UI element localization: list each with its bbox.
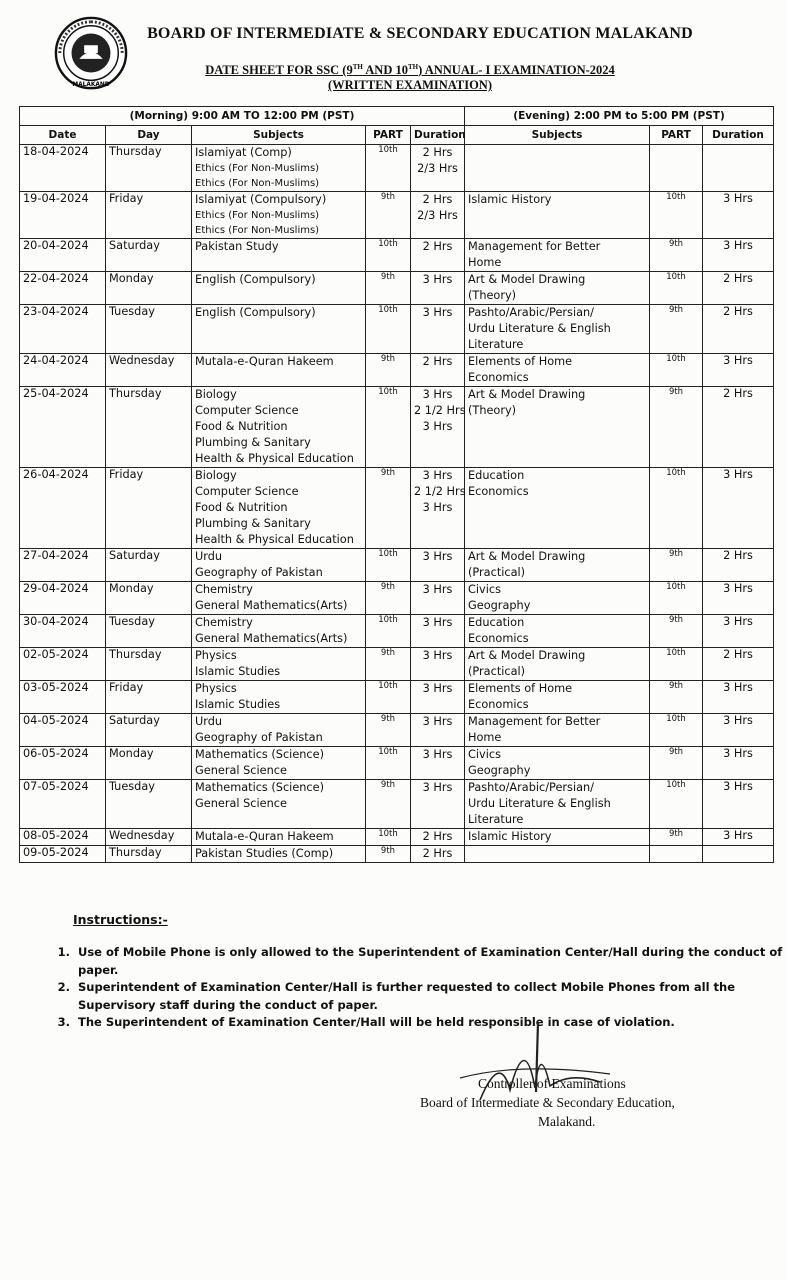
cell-part-evening: 9th bbox=[650, 549, 703, 582]
table-row bbox=[20, 354, 774, 387]
cell-line: 3 Hrs bbox=[422, 420, 453, 433]
cell-line: Ethics (For Non-Muslims) bbox=[195, 163, 320, 174]
table-row bbox=[20, 846, 774, 863]
cell-subjects-morning bbox=[192, 780, 366, 829]
cell-duration-morning bbox=[411, 747, 465, 780]
board-title: BOARD OF INTERMEDIATE & SECONDARY EDUCATION MALAKAND bbox=[147, 25, 693, 42]
cell-duration-morning bbox=[411, 387, 465, 468]
cell-duration-evening: 2 Hrs bbox=[703, 272, 774, 305]
table-row bbox=[20, 272, 774, 305]
cell-line: 2 1/2 Hrs bbox=[414, 404, 466, 417]
cell-duration-evening: 2 Hrs bbox=[703, 387, 774, 468]
cell-day: Saturday bbox=[106, 714, 192, 747]
cell-line: 2 Hrs bbox=[422, 355, 453, 368]
cell-day: Tuesday bbox=[106, 615, 192, 648]
cell-subjects-evening bbox=[465, 714, 650, 747]
cell-line: (Theory) bbox=[468, 404, 517, 417]
instructions-title: Instructions:- bbox=[73, 912, 168, 927]
cell-duration-evening bbox=[703, 145, 774, 192]
instruction-item: 1. Use of Mobile Phone is only allowed to the Superintendent of Examination Center/Hall during the conduct of paper. bbox=[74, 944, 787, 979]
table-row bbox=[20, 681, 774, 714]
cell-line: Art & Model Drawing bbox=[468, 649, 586, 662]
cell-part-evening: 9th bbox=[650, 747, 703, 780]
cell-line: Plumbing & Sanitary bbox=[195, 517, 311, 530]
cell-line: 2 1/2 Hrs bbox=[414, 485, 466, 498]
cell-duration-morning bbox=[411, 145, 465, 192]
cell-line: 3 Hrs bbox=[422, 682, 453, 695]
cell-part-evening: 10th bbox=[650, 468, 703, 549]
cell-part-morning: 10th bbox=[366, 387, 411, 468]
cell-line: Pakistan Studies (Comp) bbox=[195, 847, 334, 860]
cell-line: Biology bbox=[195, 469, 237, 482]
cell-duration-evening: 3 Hrs bbox=[703, 615, 774, 648]
cell-line: Computer Science bbox=[195, 485, 299, 498]
cell-duration-evening bbox=[703, 846, 774, 863]
cell-subjects-morning bbox=[192, 145, 366, 192]
cell-subjects-evening bbox=[465, 582, 650, 615]
cell-line: 3 Hrs bbox=[422, 583, 453, 596]
cell-subjects-morning bbox=[192, 829, 366, 846]
cell-day: Monday bbox=[106, 272, 192, 305]
cell-line: Plumbing & Sanitary bbox=[195, 436, 311, 449]
exam-type: (WRITTEN EXAMINATION) bbox=[327, 78, 492, 93]
cell-line: 3 Hrs bbox=[422, 469, 453, 482]
col-duration-evening: Duration bbox=[703, 126, 774, 145]
cell-subjects-morning bbox=[192, 714, 366, 747]
cell-line: 3 Hrs bbox=[422, 616, 453, 629]
cell-line: General Science bbox=[195, 764, 287, 777]
cell-line: 3 Hrs bbox=[422, 501, 453, 514]
cell-part-evening: 10th bbox=[650, 192, 703, 239]
cell-part-morning: 9th bbox=[366, 192, 411, 239]
cell-line: Geography of Pakistan bbox=[195, 566, 323, 579]
cell-line: Ethics (For Non-Muslims) bbox=[195, 225, 320, 236]
cell-part-morning: 9th bbox=[366, 354, 411, 387]
cell-day: Tuesday bbox=[106, 305, 192, 354]
cell-subjects-evening bbox=[465, 272, 650, 305]
cell-line: Physics bbox=[195, 649, 237, 662]
cell-part-evening: 9th bbox=[650, 305, 703, 354]
cell-part-evening: 9th bbox=[650, 615, 703, 648]
table-row bbox=[20, 239, 774, 272]
table-row bbox=[20, 468, 774, 549]
cell-date: 02-05-2024 bbox=[20, 648, 106, 681]
cell-part-morning: 10th bbox=[366, 145, 411, 192]
cell-part-evening: 10th bbox=[650, 582, 703, 615]
instructions-list bbox=[40, 944, 787, 1032]
table-row bbox=[20, 780, 774, 829]
cell-day: Saturday bbox=[106, 549, 192, 582]
cell-line: General Science bbox=[195, 797, 287, 810]
cell-day: Wednesday bbox=[106, 354, 192, 387]
cell-line: Home bbox=[468, 256, 502, 269]
datesheet-subtitle: DATE SHEET FOR SSC (9TH AND 10TH) ANNUAL- I EXAMINATION-2024 (WRITTEN EXAMINATION) bbox=[205, 63, 615, 93]
cell-duration-evening: 2 Hrs bbox=[703, 648, 774, 681]
cell-line: Islamic Studies bbox=[195, 665, 281, 678]
cell-date: 27-04-2024 bbox=[20, 549, 106, 582]
cell-line: General Mathematics(Arts) bbox=[195, 632, 348, 645]
cell-duration-evening: 3 Hrs bbox=[703, 829, 774, 846]
table-row bbox=[20, 387, 774, 468]
cell-line: (Practical) bbox=[468, 566, 526, 579]
cell-line: 3 Hrs bbox=[422, 306, 453, 319]
cell-line: Economics bbox=[468, 698, 529, 711]
cell-part-evening: 10th bbox=[650, 780, 703, 829]
cell-line: Art & Model Drawing bbox=[468, 388, 586, 401]
cell-line: General Mathematics(Arts) bbox=[195, 599, 348, 612]
cell-date: 18-04-2024 bbox=[20, 145, 106, 192]
cell-subjects-evening bbox=[465, 747, 650, 780]
cell-line: 3 Hrs bbox=[422, 748, 453, 761]
cell-subjects-morning bbox=[192, 549, 366, 582]
cell-date: 22-04-2024 bbox=[20, 272, 106, 305]
cell-subjects-evening bbox=[465, 468, 650, 549]
cell-day: Thursday bbox=[106, 387, 192, 468]
cell-line: Computer Science bbox=[195, 404, 299, 417]
cell-part-morning: 10th bbox=[366, 615, 411, 648]
cell-line: Health & Physical Education bbox=[195, 533, 354, 546]
signatory-block bbox=[420, 1074, 740, 1131]
cell-line: Islamiyat (Comp) bbox=[195, 146, 292, 159]
cell-part-morning: 10th bbox=[366, 239, 411, 272]
col-date: Date bbox=[20, 126, 106, 145]
cell-line: Mutala-e-Quran Hakeem bbox=[195, 355, 334, 368]
table-row bbox=[20, 829, 774, 846]
cell-line: Art & Model Drawing bbox=[468, 273, 586, 286]
cell-subjects-morning bbox=[192, 354, 366, 387]
cell-duration-evening: 2 Hrs bbox=[703, 549, 774, 582]
cell-line: English (Compulsory) bbox=[195, 306, 316, 319]
cell-line: Pashto/Arabic/Persian/ bbox=[468, 781, 594, 794]
table-row bbox=[20, 582, 774, 615]
cell-line: Food & Nutrition bbox=[195, 420, 288, 433]
cell-line: Urdu Literature & English bbox=[468, 797, 611, 810]
cell-line: Islamic History bbox=[468, 830, 552, 843]
cell-subjects-morning bbox=[192, 305, 366, 354]
cell-line: Education bbox=[468, 469, 525, 482]
cell-subjects-evening bbox=[465, 681, 650, 714]
cell-day: Friday bbox=[106, 468, 192, 549]
cell-duration-evening: 3 Hrs bbox=[703, 239, 774, 272]
cell-line: Economics bbox=[468, 371, 529, 384]
cell-line: Pakistan Study bbox=[195, 240, 279, 253]
signatory-place: Malakand. bbox=[538, 1114, 596, 1129]
cell-subjects-evening bbox=[465, 549, 650, 582]
col-day: Day bbox=[106, 126, 192, 145]
cell-duration-morning bbox=[411, 615, 465, 648]
cell-subjects-morning bbox=[192, 239, 366, 272]
cell-duration-morning bbox=[411, 272, 465, 305]
cell-part-evening: 10th bbox=[650, 354, 703, 387]
cell-part-morning: 9th bbox=[366, 272, 411, 305]
cell-line: Art & Model Drawing bbox=[468, 550, 586, 563]
cell-duration-morning bbox=[411, 648, 465, 681]
cell-subjects-evening bbox=[465, 192, 650, 239]
cell-line: Chemistry bbox=[195, 616, 253, 629]
cell-line: 2 Hrs bbox=[422, 847, 453, 860]
cell-line: Biology bbox=[195, 388, 237, 401]
cell-part-evening bbox=[650, 145, 703, 192]
cell-line: 3 Hrs bbox=[422, 388, 453, 401]
cell-date: 26-04-2024 bbox=[20, 468, 106, 549]
col-subjects-evening: Subjects bbox=[465, 126, 650, 145]
cell-part-morning: 9th bbox=[366, 468, 411, 549]
cell-part-morning: 10th bbox=[366, 829, 411, 846]
cell-day: Friday bbox=[106, 192, 192, 239]
cell-part-morning: 9th bbox=[366, 648, 411, 681]
board-logo-icon bbox=[52, 16, 130, 92]
cell-line: Education bbox=[468, 616, 525, 629]
cell-line: 2 Hrs bbox=[422, 146, 453, 159]
cell-part-evening: 10th bbox=[650, 714, 703, 747]
datesheet-table bbox=[19, 106, 774, 863]
table-row bbox=[20, 714, 774, 747]
cell-duration-morning bbox=[411, 239, 465, 272]
cell-day: Friday bbox=[106, 681, 192, 714]
cell-duration-evening: 3 Hrs bbox=[703, 582, 774, 615]
cell-line: Urdu bbox=[195, 715, 223, 728]
cell-line: Home bbox=[468, 731, 502, 744]
evening-session-header: (Evening) 2:00 PM to 5:00 PM (PST) bbox=[465, 107, 774, 126]
cell-day: Thursday bbox=[106, 846, 192, 863]
cell-part-morning: 9th bbox=[366, 780, 411, 829]
cell-line: 3 Hrs bbox=[422, 649, 453, 662]
cell-date: 07-05-2024 bbox=[20, 780, 106, 829]
cell-part-morning: 9th bbox=[366, 714, 411, 747]
table-row bbox=[20, 549, 774, 582]
cell-duration-evening: 3 Hrs bbox=[703, 747, 774, 780]
col-duration-morning: Duration bbox=[411, 126, 465, 145]
cell-part-evening: 9th bbox=[650, 681, 703, 714]
cell-duration-morning bbox=[411, 549, 465, 582]
cell-line: 2 Hrs bbox=[422, 240, 453, 253]
cell-duration-morning bbox=[411, 714, 465, 747]
cell-subjects-evening bbox=[465, 354, 650, 387]
cell-subjects-morning bbox=[192, 615, 366, 648]
cell-part-evening: 10th bbox=[650, 272, 703, 305]
cell-part-morning: 10th bbox=[366, 681, 411, 714]
cell-date: 29-04-2024 bbox=[20, 582, 106, 615]
cell-line: Physics bbox=[195, 682, 237, 695]
cell-line: 3 Hrs bbox=[422, 781, 453, 794]
cell-duration-morning bbox=[411, 681, 465, 714]
cell-subjects-evening bbox=[465, 648, 650, 681]
cell-duration-morning bbox=[411, 780, 465, 829]
cell-day: Saturday bbox=[106, 239, 192, 272]
cell-line: Civics bbox=[468, 748, 501, 761]
cell-subjects-evening bbox=[465, 780, 650, 829]
cell-line: Health & Physical Education bbox=[195, 452, 354, 465]
cell-duration-morning bbox=[411, 468, 465, 549]
cell-date: 06-05-2024 bbox=[20, 747, 106, 780]
cell-subjects-evening bbox=[465, 387, 650, 468]
cell-line: Pashto/Arabic/Persian/ bbox=[468, 306, 594, 319]
cell-subjects-evening bbox=[465, 145, 650, 192]
cell-line: Islamic History bbox=[468, 193, 552, 206]
cell-line: Urdu bbox=[195, 550, 223, 563]
cell-line: Mathematics (Science) bbox=[195, 781, 324, 794]
cell-line: English (Compulsory) bbox=[195, 273, 316, 286]
cell-line: Mathematics (Science) bbox=[195, 748, 324, 761]
cell-subjects-morning bbox=[192, 192, 366, 239]
cell-line: 3 Hrs bbox=[422, 273, 453, 286]
col-part-evening: PART bbox=[650, 126, 703, 145]
table-row bbox=[20, 747, 774, 780]
morning-session-header: (Morning) 9:00 AM TO 12:00 PM (PST) bbox=[20, 107, 465, 126]
cell-subjects-evening bbox=[465, 615, 650, 648]
col-subjects-morning: Subjects bbox=[192, 126, 366, 145]
cell-date: 04-05-2024 bbox=[20, 714, 106, 747]
cell-subjects-morning bbox=[192, 747, 366, 780]
cell-line: Ethics (For Non-Muslims) bbox=[195, 178, 320, 189]
cell-duration-evening: 2 Hrs bbox=[703, 305, 774, 354]
cell-day: Tuesday bbox=[106, 780, 192, 829]
cell-day: Thursday bbox=[106, 648, 192, 681]
cell-date: 20-04-2024 bbox=[20, 239, 106, 272]
cell-line: Elements of Home bbox=[468, 355, 573, 368]
cell-date: 25-04-2024 bbox=[20, 387, 106, 468]
cell-line: (Theory) bbox=[468, 289, 517, 302]
cell-subjects-morning bbox=[192, 846, 366, 863]
cell-part-evening: 9th bbox=[650, 239, 703, 272]
cell-date: 24-04-2024 bbox=[20, 354, 106, 387]
cell-duration-morning bbox=[411, 829, 465, 846]
cell-date: 08-05-2024 bbox=[20, 829, 106, 846]
cell-duration-morning bbox=[411, 582, 465, 615]
cell-part-evening bbox=[650, 846, 703, 863]
signatory-org: Board of Intermediate & Secondary Education, bbox=[420, 1095, 675, 1110]
cell-line: (Practical) bbox=[468, 665, 526, 678]
cell-subjects-morning bbox=[192, 272, 366, 305]
table-row bbox=[20, 615, 774, 648]
table-row bbox=[20, 648, 774, 681]
cell-date: 03-05-2024 bbox=[20, 681, 106, 714]
cell-subjects-evening bbox=[465, 829, 650, 846]
cell-line: Civics bbox=[468, 583, 501, 596]
cell-line: Geography of Pakistan bbox=[195, 731, 323, 744]
cell-line: Literature bbox=[468, 338, 524, 351]
cell-subjects-morning bbox=[192, 468, 366, 549]
cell-part-evening: 9th bbox=[650, 829, 703, 846]
cell-line: 2/3 Hrs bbox=[417, 209, 458, 222]
cell-line: Elements of Home bbox=[468, 682, 573, 695]
cell-subjects-evening bbox=[465, 846, 650, 863]
cell-subjects-morning bbox=[192, 582, 366, 615]
cell-duration-evening: 3 Hrs bbox=[703, 192, 774, 239]
cell-line: Geography bbox=[468, 599, 531, 612]
cell-line: Geography bbox=[468, 764, 531, 777]
cell-subjects-morning bbox=[192, 681, 366, 714]
cell-line: Management for Better bbox=[468, 715, 601, 728]
cell-duration-evening: 3 Hrs bbox=[703, 354, 774, 387]
cell-duration-morning bbox=[411, 846, 465, 863]
signatory-title: Controller of Examinations bbox=[478, 1076, 626, 1091]
cell-duration-evening: 3 Hrs bbox=[703, 468, 774, 549]
cell-day: Monday bbox=[106, 582, 192, 615]
cell-subjects-morning bbox=[192, 387, 366, 468]
datesheet-rows bbox=[20, 145, 774, 863]
col-part-morning: PART bbox=[366, 126, 411, 145]
cell-part-morning: 10th bbox=[366, 305, 411, 354]
table-row bbox=[20, 145, 774, 192]
cell-date: 19-04-2024 bbox=[20, 192, 106, 239]
cell-line: Islamic Studies bbox=[195, 698, 281, 711]
cell-line: 2 Hrs bbox=[422, 830, 453, 843]
cell-line: Management for Better bbox=[468, 240, 601, 253]
cell-duration-morning bbox=[411, 305, 465, 354]
cell-part-morning: 10th bbox=[366, 549, 411, 582]
cell-subjects-morning bbox=[192, 648, 366, 681]
table-row bbox=[20, 192, 774, 239]
svg-text:MALAKAND: MALAKAND bbox=[72, 82, 110, 89]
cell-day: Wednesday bbox=[106, 829, 192, 846]
cell-line: Economics bbox=[468, 632, 529, 645]
cell-line: Urdu Literature & English bbox=[468, 322, 611, 335]
cell-part-morning: 9th bbox=[366, 846, 411, 863]
cell-day: Thursday bbox=[106, 145, 192, 192]
cell-subjects-evening bbox=[465, 305, 650, 354]
cell-line: Ethics (For Non-Muslims) bbox=[195, 210, 320, 221]
table-row bbox=[20, 305, 774, 354]
cell-duration-morning bbox=[411, 192, 465, 239]
cell-date: 30-04-2024 bbox=[20, 615, 106, 648]
cell-line: Chemistry bbox=[195, 583, 253, 596]
instruction-item: 3. The Superintendent of Examination Center/Hall will be held responsible in case of violation. bbox=[74, 1014, 787, 1032]
cell-line: 3 Hrs bbox=[422, 550, 453, 563]
cell-subjects-evening bbox=[465, 239, 650, 272]
cell-duration-evening: 3 Hrs bbox=[703, 714, 774, 747]
cell-line: Food & Nutrition bbox=[195, 501, 288, 514]
cell-line: Economics bbox=[468, 485, 529, 498]
cell-line: 2/3 Hrs bbox=[417, 162, 458, 175]
cell-part-evening: 9th bbox=[650, 387, 703, 468]
cell-line: Literature bbox=[468, 813, 524, 826]
cell-day: Monday bbox=[106, 747, 192, 780]
cell-line: 3 Hrs bbox=[422, 715, 453, 728]
instruction-item: 2. Superintendent of Examination Center/Hall is further requested to collect Mobile Phones from all the Supervisory staff during the conduct of paper. bbox=[74, 979, 787, 1014]
cell-duration-morning bbox=[411, 354, 465, 387]
cell-line: 2 Hrs bbox=[422, 193, 453, 206]
cell-date: 23-04-2024 bbox=[20, 305, 106, 354]
cell-duration-evening: 3 Hrs bbox=[703, 780, 774, 829]
cell-line: Mutala-e-Quran Hakeem bbox=[195, 830, 334, 843]
cell-part-morning: 9th bbox=[366, 582, 411, 615]
cell-line: Islamiyat (Compulsory) bbox=[195, 193, 327, 206]
cell-date: 09-05-2024 bbox=[20, 846, 106, 863]
cell-duration-evening: 3 Hrs bbox=[703, 681, 774, 714]
cell-part-morning: 10th bbox=[366, 747, 411, 780]
cell-part-evening: 10th bbox=[650, 648, 703, 681]
